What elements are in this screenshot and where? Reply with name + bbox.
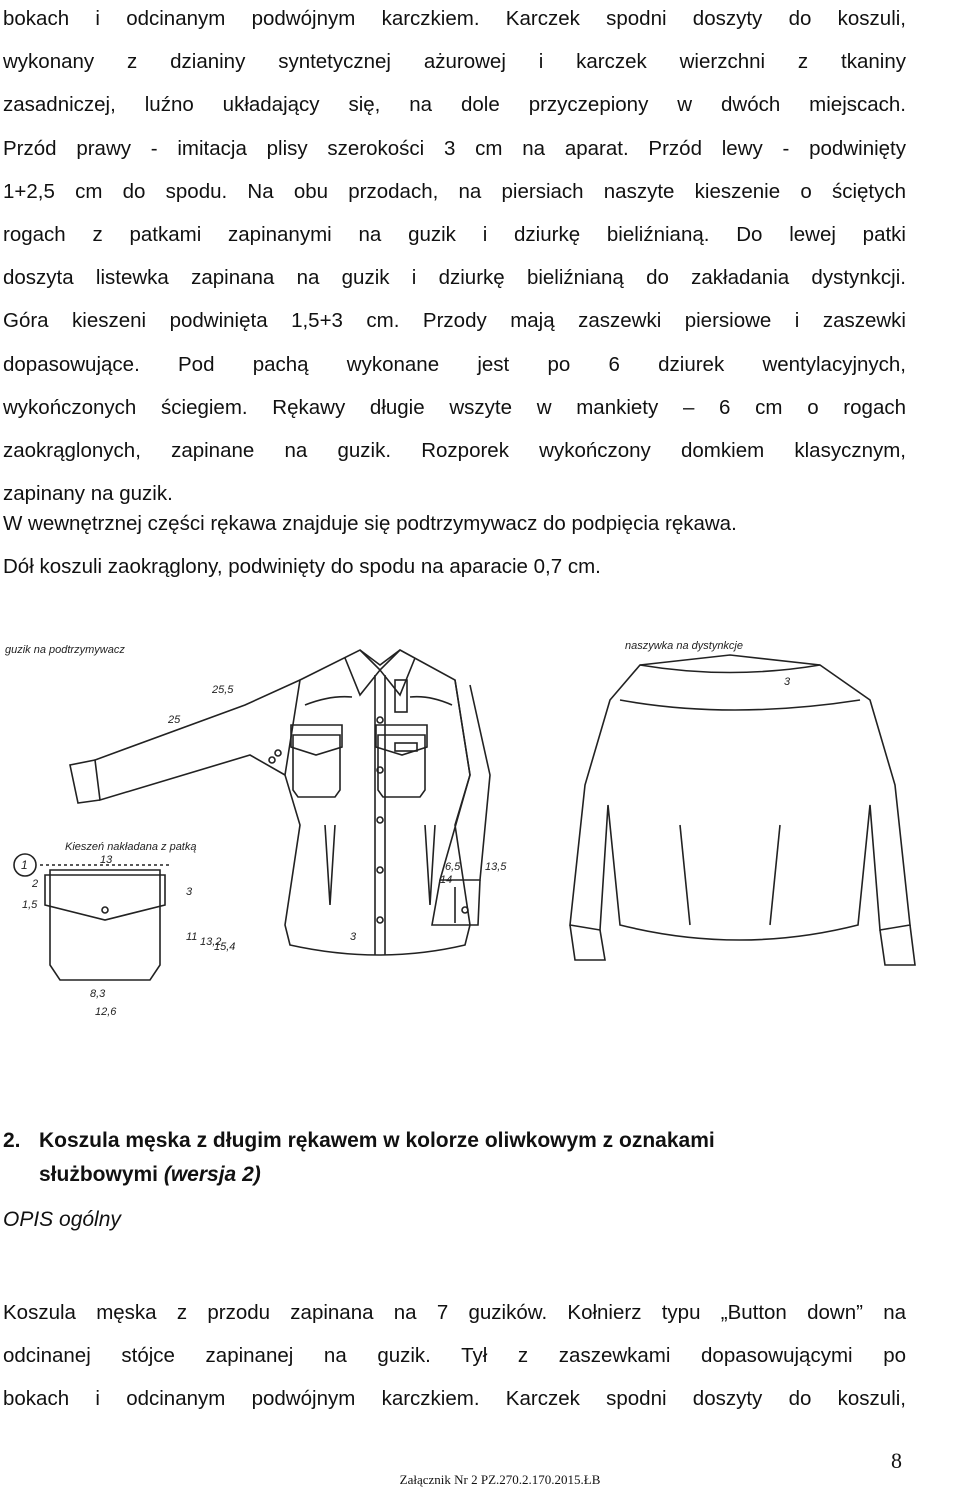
- left-sleeve: [70, 680, 300, 803]
- shirt-back-view: [570, 655, 915, 965]
- text-line: rogach z patkami zapinanymi na guzik i dziurkę bieliźnianą. Do lewej patki: [3, 223, 906, 247]
- text-line: zapinany na guzik.: [3, 482, 173, 506]
- section-heading: [3, 1124, 906, 1192]
- text-line: Przód prawy - imitacja plisy szerokości 3 cm na aparat. Przód lewy - podwinięty: [3, 136, 906, 160]
- dim-label: 13: [100, 854, 113, 866]
- dim-label: 2: [32, 878, 39, 890]
- text-line: W wewnętrznej części rękawa znajduje się podtrzymywacz do podpięcia rękawa.: [3, 512, 737, 535]
- text-line: Dół koszuli zaokrąglony, podwinięty do spodu na aparacie 0,7 cm.: [3, 555, 601, 578]
- text-line: bokach i odcinanym podwójnym karczkiem. Karczek spodni doszyty do koszuli,: [3, 7, 906, 30]
- heading-line-1: Koszula męska z długim rękawem w kolorze oliwkowym z oznakami: [39, 1129, 715, 1152]
- label-pocket: Kieszeń nakładana z patką: [65, 841, 197, 853]
- dim-label: 12,6: [95, 1006, 117, 1018]
- text-line: dopasowujące. Pod pachą wykonane jest po 6 dziurek wentylacyjnych,: [3, 352, 906, 376]
- dim-label: 14: [440, 874, 453, 886]
- page-number: 8: [891, 1448, 902, 1473]
- marker-1: 1: [21, 858, 28, 872]
- paragraph-1: [3, 0, 906, 515]
- heading-version: (wersja 2): [163, 1163, 261, 1186]
- text-line: zasadniczej, luźno układający się, na dole przyczepiony w dwóch miejscach.: [3, 93, 906, 117]
- dim-label: 11: [186, 931, 198, 943]
- paragraph-3: [3, 1291, 906, 1420]
- dim-label: 13,5: [485, 861, 507, 873]
- opis-heading: OPIS ogólny: [3, 1208, 121, 1231]
- heading-line-2-bold: służbowymi: [39, 1163, 164, 1186]
- pocket-detail: [14, 854, 170, 980]
- shirt-technical-drawing: [0, 625, 960, 1095]
- footer: Załącznik Nr 2 PZ.270.2.170.2015.ŁB: [399, 1472, 601, 1487]
- dim-label: 3: [784, 676, 791, 688]
- label-distinction-patch: naszywka na dystynkcje: [625, 640, 743, 652]
- text-line: wykończonych ściegiem. Rękawy długie wszyte w mankiety – 6 cm o rogach: [3, 395, 906, 419]
- dim-label: 25,5: [212, 684, 234, 696]
- shirt-front-view: [285, 650, 470, 955]
- dim-label: 15,4: [214, 941, 236, 953]
- dim-label: 6,5: [445, 861, 461, 873]
- text-line: Koszula męska z przodu zapinana na 7 guzików. Kołnierz typu „Button down” na: [3, 1301, 906, 1324]
- text-line: wykonany z dzianiny syntetycznej ażurowej i karczek wierzchni z tkaniny: [3, 50, 906, 74]
- dim-label: 13,2: [200, 936, 222, 948]
- paragraph-2: [3, 502, 906, 588]
- dim-label: 3: [350, 931, 357, 943]
- section-number: 2.: [3, 1129, 21, 1152]
- text-line: doszyta listewka zapinana na guzik i dziurkę bieliźnianą do zakładania dystynkcji.: [3, 266, 906, 290]
- dim-label: 3: [186, 886, 193, 898]
- text-line: odcinanej stójce zapinanej na guzik. Tył z zaszewkami dopasowującymi po: [3, 1344, 906, 1367]
- text-line: zaokrąglonych, zapinane na guzik. Rozporek wykończony domkiem klasycznym,: [3, 439, 906, 463]
- heading-line-2: [3, 1158, 906, 1192]
- text-line: bokach i odcinanym podwójnym karczkiem. Karczek spodni doszyty do koszuli,: [3, 1387, 906, 1410]
- dim-label: 1,5: [22, 899, 38, 911]
- text-line: 1+2,5 cm do spodu. Na obu przodach, na piersiach naszyte kieszenie o ściętych: [3, 179, 906, 203]
- dim-label: 25: [168, 714, 181, 726]
- label-button-holder: guzik na podtrzymywacz: [5, 644, 125, 656]
- text-line: Góra kieszeni podwinięta 1,5+3 cm. Przody mają zaszewki piersiowe i zaszewki: [3, 309, 906, 333]
- dim-label: 8,3: [90, 988, 106, 1000]
